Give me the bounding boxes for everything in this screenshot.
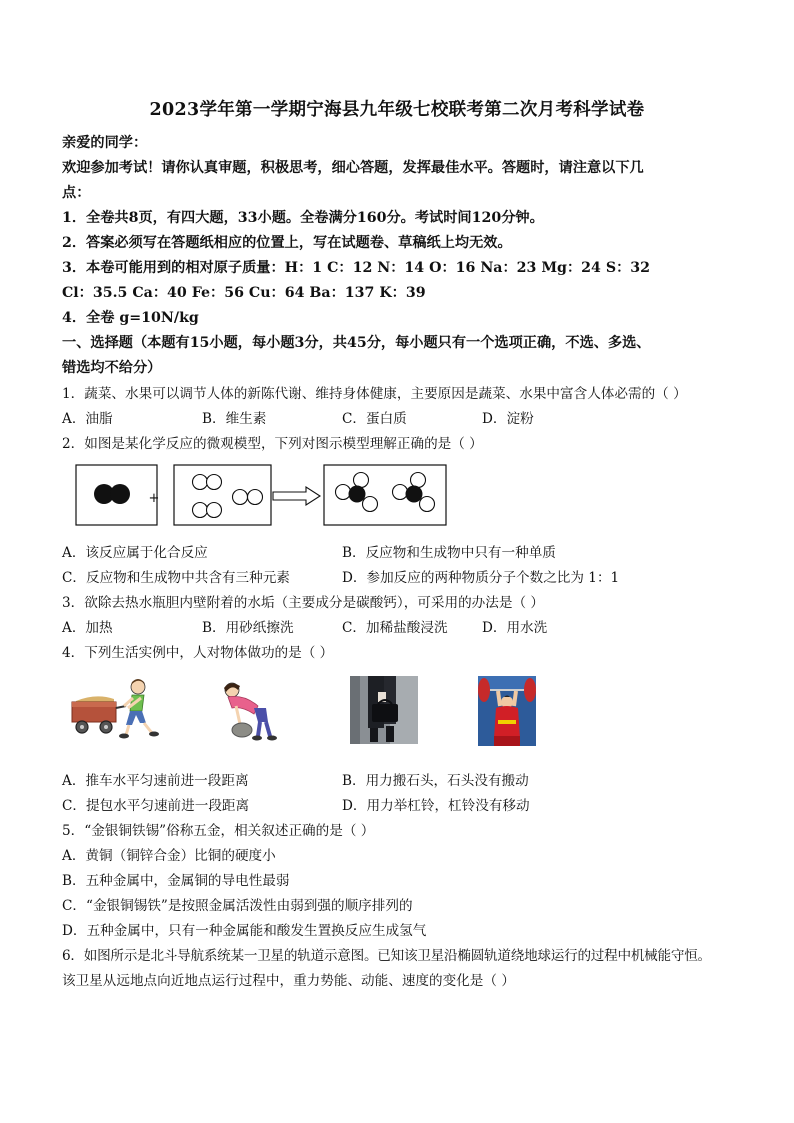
plus-sign: + bbox=[148, 491, 160, 506]
white-atom bbox=[336, 485, 351, 500]
q6-stem-line-2: 该卫星从远地点向近地点运行过程中，重力势能、动能、速度的变化是（ ） bbox=[62, 973, 515, 989]
q3-stem: 3．欲除去热水瓶胆内壁附着的水垢（主要成分是碳酸钙），可采用的办法是（ ） bbox=[62, 595, 544, 611]
q4-option-c: C．提包水平匀速前进一段距离 bbox=[62, 798, 250, 814]
white-atom bbox=[248, 490, 263, 505]
q3-option-d: D．用水洗 bbox=[482, 620, 548, 636]
q4-option-a: A．推车水平匀速前进一段距离 bbox=[62, 773, 249, 789]
q5-option-d: D．五种金属中，只有一种金属能和酸发生置换反应生成氢气 bbox=[62, 923, 427, 939]
section-1-heading-2: 错选均不给分） bbox=[62, 360, 162, 376]
welcome-line-1: 欢迎参加考试！请你认真审题，积极思考，细心答题，发挥最佳水平。答题时，请注意以下几 bbox=[62, 160, 644, 176]
q2-option-b: B．反应物和生成物中只有一种单质 bbox=[342, 545, 556, 561]
q2-stem: 2．如图是某化学反应的微观模型，下列对图示模型理解正确的是（ ） bbox=[62, 436, 483, 452]
note-1: 1．全卷共8页，有四大题，33小题。全卷满分160分。考试时间120分钟。 bbox=[62, 210, 544, 226]
q5-option-b: B．五种金属中，金属铜的导电性最弱 bbox=[62, 873, 290, 889]
stone-lifting-picture bbox=[214, 680, 280, 742]
black-atom bbox=[349, 486, 366, 503]
greeting: 亲爱的同学： bbox=[62, 135, 148, 151]
white-atom bbox=[193, 475, 208, 490]
cart-pushing-picture bbox=[66, 675, 162, 741]
black-atom bbox=[406, 486, 423, 503]
q2-option-c: C．反应物和生成物中共含有三种元素 bbox=[62, 570, 290, 586]
section-1-heading-1: 一、选择题（本题有15小题，每小题3分，共45分，每小题只有一个选项正确，不选、多选、 bbox=[62, 335, 651, 351]
q6-stem-line-1: 6．如图所示是北斗导航系统某一卫星的轨道示意图。已知该卫星沿椭圆轨道绕地球运行的过程中机械能守恒。 bbox=[62, 948, 711, 964]
q1-option-d: D．淀粉 bbox=[482, 411, 534, 427]
q2-option-d: D．参加反应的两种物质分子个数之比为 1：1 bbox=[342, 570, 620, 586]
welcome-line-2: 点： bbox=[62, 185, 91, 201]
weightlifting-picture bbox=[478, 676, 536, 746]
q3-option-a: A．加热 bbox=[62, 620, 113, 636]
white-atom bbox=[354, 473, 369, 488]
exam-title: 2023学年第一学期宁海县九年级七校联考第二次月考科学试卷 bbox=[149, 100, 645, 120]
q1-option-b: B．维生素 bbox=[202, 411, 267, 427]
reaction-arrow bbox=[273, 487, 320, 505]
white-atom bbox=[393, 485, 408, 500]
note-3a: 3．本卷可能用到的相对原子质量：H：1 C：12 N：14 O：16 Na：23 Mg：24 S：32 bbox=[62, 260, 651, 276]
q4-option-d: D．用力举杠铃，杠铃没有移动 bbox=[342, 798, 530, 814]
q1-stem: 1．蔬菜、水果可以调节人体的新陈代谢、维持身体健康，主要原因是蔬菜、水果中富含人体必需的（ ） bbox=[62, 386, 687, 402]
note-2: 2．答案必须写在答题纸相应的位置上，写在试题卷、草稿纸上均无效。 bbox=[62, 235, 512, 251]
q1-option-c: C．蛋白质 bbox=[342, 411, 407, 427]
black-atom bbox=[110, 484, 130, 504]
q5-option-c: C．“金银铜锡铁”是按照金属活泼性由弱到强的顺序排列的 bbox=[62, 898, 413, 914]
q2-reaction-diagram bbox=[60, 460, 460, 532]
q2-option-a: A．该反应属于化合反应 bbox=[62, 545, 208, 561]
q5-option-a: A．黄铜（铜锌合金）比铜的硬度小 bbox=[62, 848, 276, 864]
q4-option-b: B．用力搬石头，石头没有搬动 bbox=[342, 773, 529, 789]
white-atom bbox=[193, 503, 208, 518]
white-atom bbox=[233, 490, 248, 505]
white-atom bbox=[411, 473, 426, 488]
white-atom bbox=[207, 503, 222, 518]
bag-carrying-picture bbox=[350, 676, 418, 744]
note-4: 4．全卷 g=10N/kg bbox=[62, 310, 199, 326]
note-3b: Cl：35.5 Ca：40 Fe：56 Cu：64 Ba：137 K：39 bbox=[62, 285, 426, 301]
white-atom bbox=[207, 475, 222, 490]
q4-stem: 4．下列生活实例中，人对物体做功的是（ ） bbox=[62, 645, 334, 661]
white-atom bbox=[420, 497, 435, 512]
white-atom bbox=[363, 497, 378, 512]
q5-stem: 5．“金银铜铁锡”俗称五金，相关叙述正确的是（ ） bbox=[62, 823, 375, 839]
q3-option-b: B．用砂纸擦洗 bbox=[202, 620, 294, 636]
q1-option-a: A．油脂 bbox=[62, 411, 113, 427]
q3-option-c: C．加稀盐酸浸洗 bbox=[342, 620, 448, 636]
